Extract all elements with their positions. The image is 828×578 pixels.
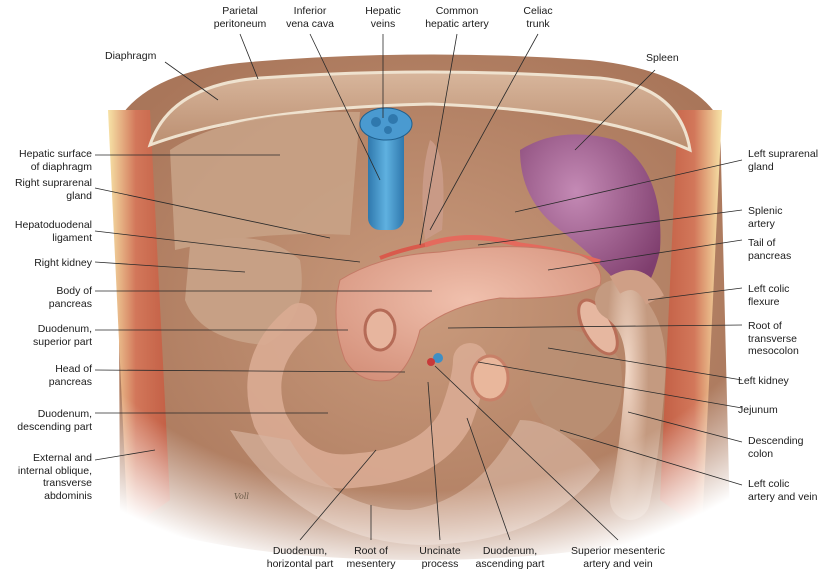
label-common-hepatic-artery: Common hepatic artery — [425, 5, 489, 30]
label-duodenum-horizontal-part: Duodenum, horizontal part — [266, 545, 334, 570]
label-uncinate-process: Uncinate process — [419, 545, 461, 570]
label-diaphragm: Diaphragm — [105, 50, 157, 62]
label-tail-of-pancreas: Tail of pancreas — [748, 237, 792, 262]
label-right-kidney: Right kidney — [34, 257, 92, 269]
label-root-of-mesentery: Root of mesentery — [346, 545, 396, 570]
label-inferior-vena-cava: Inferior vena cava — [286, 5, 334, 30]
label-duodenum-superior-part: Duodenum, superior part — [33, 323, 92, 348]
label-root-transverse-mesocolon: Root of transverse mesocolon — [748, 320, 799, 357]
label-duodenum-ascending-part: Duodenum, ascending part — [475, 545, 545, 570]
label-right-suprarenal-gland: Right suprarenal gland — [14, 177, 92, 202]
label-hepatic-surface-diaphragm: Hepatic surface of diaphragm — [19, 148, 92, 173]
label-jejunum: Jejunum — [738, 404, 778, 416]
label-spleen: Spleen — [646, 52, 679, 64]
label-hepatic-veins: Hepatic veins — [365, 5, 401, 30]
label-duodenum-descending-part: Duodenum, descending part — [17, 408, 92, 433]
label-abdominal-muscles: External and internal oblique, transverse abdominis — [17, 452, 92, 502]
label-left-colic-artery-vein: Left colic artery and vein — [748, 478, 818, 503]
label-body-of-pancreas: Body of pancreas — [48, 285, 92, 310]
artist-signature: Voll — [234, 492, 249, 501]
label-superior-mesenteric-artery-vein: Superior mesenteric artery and vein — [571, 545, 665, 570]
label-parietal-peritoneum: Parietal peritoneum — [213, 5, 267, 30]
label-left-suprarenal-gland: Left suprarenal gland — [748, 148, 819, 173]
label-head-of-pancreas: Head of pancreas — [48, 363, 92, 388]
label-splenic-artery: Splenic artery — [748, 205, 783, 230]
label-left-kidney: Left kidney — [738, 375, 789, 387]
label-hepatoduodenal-ligament: Hepatoduodenal ligament — [14, 219, 92, 244]
label-celiac-trunk: Celiac trunk — [523, 5, 553, 30]
label-left-colic-flexure: Left colic flexure — [748, 283, 790, 308]
label-descending-colon: Descending colon — [748, 435, 804, 460]
